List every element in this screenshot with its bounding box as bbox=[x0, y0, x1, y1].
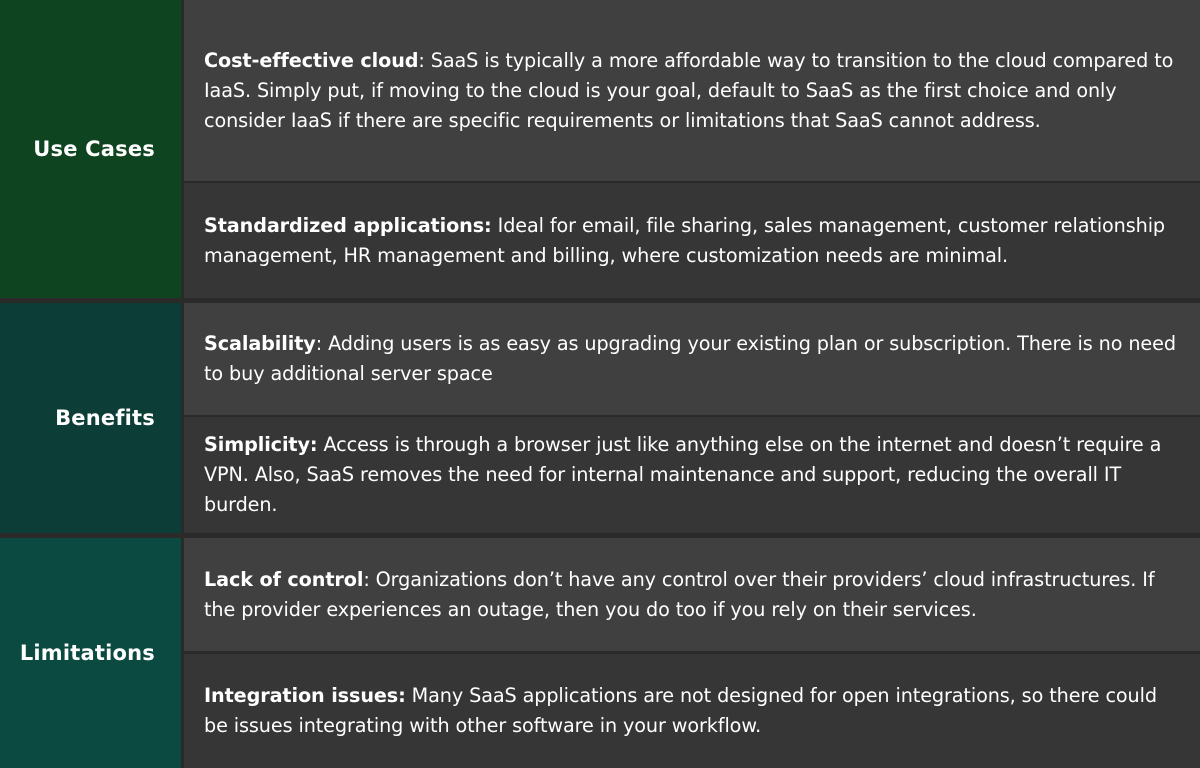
section-label: Use Cases bbox=[33, 137, 155, 161]
content-cell bbox=[184, 183, 1200, 298]
section-label-cell bbox=[0, 0, 181, 298]
item-text: : Adding users is as easy as upgrading your existing plan or subscription. There is no need to buy additional server space bbox=[204, 332, 1176, 385]
item-text: Ideal for email, file sharing, sales management, customer relationship management, HR management and billing, where customization needs are minimal. bbox=[204, 213, 1166, 267]
content-cell bbox=[184, 0, 1200, 181]
content-paragraph bbox=[204, 329, 1182, 389]
item-text: : Organizations don’t have any control over their providers’ cloud infrastructures. If the provider experiences an outage, then you do too if you rely on their services. bbox=[204, 567, 1155, 621]
section-label: Benefits bbox=[55, 406, 155, 430]
item-term: Scalability bbox=[204, 332, 316, 355]
section-label: Limitations bbox=[19, 641, 155, 665]
section-limitations bbox=[0, 538, 1200, 768]
content-cell bbox=[184, 654, 1200, 768]
content-paragraph bbox=[204, 211, 1182, 271]
content-cell bbox=[184, 303, 1200, 415]
item-text: : SaaS is typically a more affordable way to transition to the cloud compared to IaaS. Simply put, if moving to the cloud is your goal, default to SaaS as the first choice and only consider IaaS if there are specific requirements or limitations that SaaS cannot address. bbox=[204, 48, 1174, 132]
content-cell bbox=[184, 538, 1200, 651]
content-paragraph bbox=[204, 681, 1182, 741]
content-paragraph bbox=[204, 430, 1182, 520]
section-use-cases bbox=[0, 0, 1200, 298]
item-term: Standardized applications: bbox=[204, 213, 492, 237]
content-cell bbox=[184, 417, 1200, 533]
content-paragraph bbox=[204, 565, 1182, 625]
item-term: Cost-effective cloud bbox=[204, 48, 419, 72]
content-paragraph bbox=[204, 46, 1182, 136]
section-benefits bbox=[0, 303, 1200, 533]
item-text: Access is through a browser just like anything else on the internet and doesn’t require a VPN. Also, SaaS removes the need for internal maintenance and support, reducing the overall IT burden. bbox=[204, 433, 1162, 516]
section-label-cell bbox=[0, 303, 181, 533]
item-term: Simplicity: bbox=[204, 433, 318, 456]
item-text: Many SaaS applications are not designed for open integrations, so there could be issues integrating with other software in your workflow. bbox=[204, 684, 1157, 737]
section-label-cell bbox=[0, 538, 181, 768]
item-term: Integration issues: bbox=[204, 684, 406, 707]
item-term: Lack of control bbox=[204, 567, 364, 591]
